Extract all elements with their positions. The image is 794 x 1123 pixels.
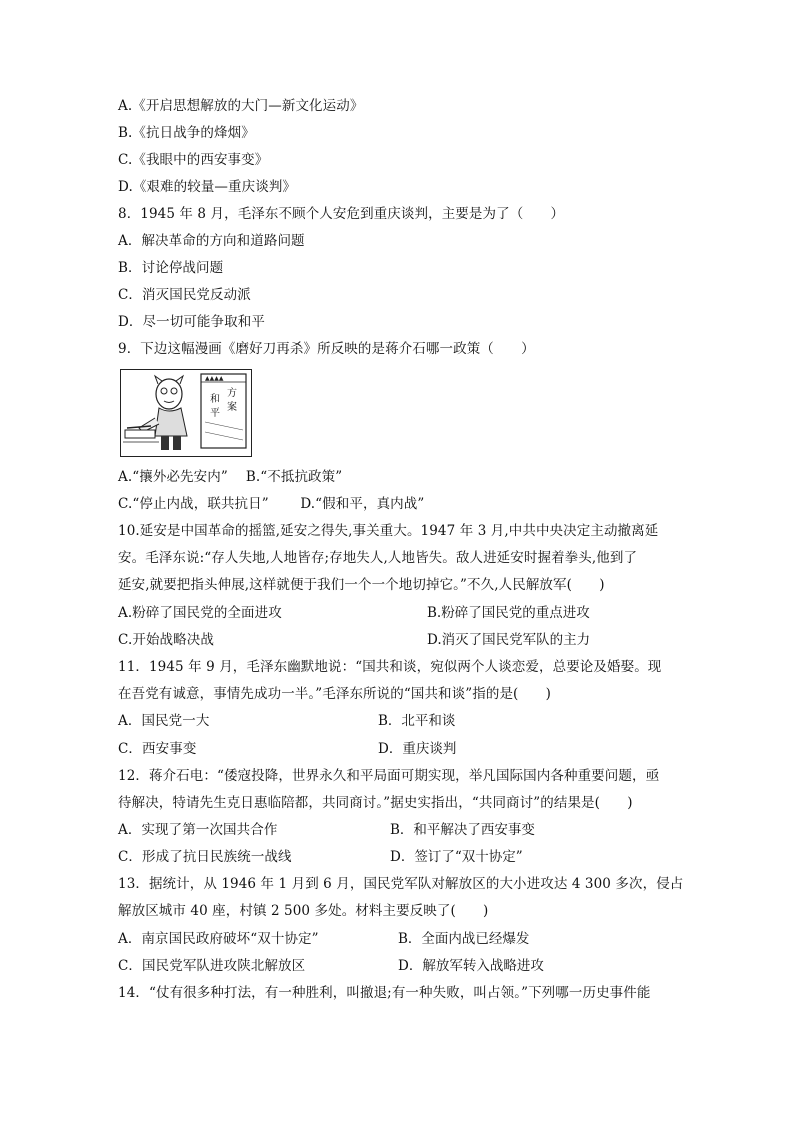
q11-option-c: C．西安事变 bbox=[118, 741, 197, 757]
q12-option-a: A．实现了第一次国共合作 bbox=[118, 822, 278, 838]
q7-option-c: C.《我眼中的西安事变》 bbox=[118, 152, 269, 168]
q13-stem-line-1: 13．据统计，从 1946 年 1 月到 6 月，国民党军队对解放区的大小进攻达 4 300 多次，侵占 bbox=[118, 876, 684, 892]
q8-option-a: A．解决革命的方向和道路问题 bbox=[118, 233, 305, 249]
q10-stem-line-3: 延安,就要把指头伸展,这样就便于我们一个一个地切掉它。”不久,人民解放军( ) bbox=[118, 577, 605, 593]
sign-char-3: 平 bbox=[210, 408, 220, 419]
q13-option-a: A．南京国民政府破坏“双十协定” bbox=[118, 931, 319, 947]
q13-option-d: D．解放军转入战略进攻 bbox=[398, 958, 544, 974]
q8-option-c: C．消灭国民党反动派 bbox=[118, 287, 251, 303]
q13-option-c: C．国民党军队进攻陕北解放区 bbox=[118, 958, 306, 974]
q10-stem-line-1: 10.延安是中国革命的摇篮,延安之得失,事关重大。1947 年 3 月,中共中央决定主动撤离延 bbox=[118, 523, 659, 539]
q11-option-b: B．北平和谈 bbox=[378, 713, 456, 729]
sign-char-1: 和 bbox=[210, 394, 220, 405]
q13-option-b: B．全面内战已经爆发 bbox=[398, 931, 530, 947]
q11-stem-line-2: 在吾党有诚意，事情先成功一半。”毛泽东所说的“国共和谈”指的是( ) bbox=[118, 686, 551, 702]
q10-option-c: C.开始战略决战 bbox=[118, 632, 214, 648]
q7-option-b: B.《抗日战争的烽烟》 bbox=[118, 125, 255, 141]
svg-text:▲▲▲▲: ▲▲▲▲ bbox=[205, 375, 224, 382]
q14-stem: 14．“仗有很多种打法，有一种胜利，叫撤退;有一种失败，叫占领。”下列哪一历史事件能 bbox=[118, 985, 651, 1001]
q13-stem-line-2: 解放区城市 40 座，村镇 2 500 多处。材料主要反映了( ) bbox=[118, 903, 489, 919]
q9-stem: 9．下边这幅漫画《磨好刀再杀》所反映的是蒋介石哪一政策（ ） bbox=[118, 341, 535, 357]
q10-stem-line-2: 安。毛泽东说:“存人失地,人地皆存;存地失人,人地皆失。敌人进延安时握着拳头,他到了 bbox=[118, 550, 638, 566]
q11-stem-line-1: 11．1945 年 9 月，毛泽东幽默地说：“国共和谈，宛似两个人谈恋爱，总要论及婚娶。现 bbox=[118, 659, 662, 675]
q12-option-b: B．和平解决了西安事变 bbox=[390, 822, 535, 838]
q9-options-row-2: C.“停止内战，联共抗日” D.“假和平，真内战” bbox=[118, 496, 425, 512]
q10-option-a: A.粉碎了国民党的全面进攻 bbox=[118, 605, 282, 621]
sign-char-4: 案 bbox=[227, 402, 237, 413]
q8-option-b: B．讨论停战问题 bbox=[118, 260, 224, 276]
q12-stem-line-2: 待解决，特请先生克日惠临陪都，共同商讨。”据史实指出，“共同商讨”的结果是( ) bbox=[118, 795, 633, 811]
q7-option-a: A.《开启思想解放的大门—新文化运动》 bbox=[118, 98, 364, 114]
q10-option-b: B.粉碎了国民党的重点进攻 bbox=[427, 605, 590, 621]
cartoon-image bbox=[120, 369, 252, 457]
q7-option-d: D.《艰难的较量—重庆谈判》 bbox=[118, 179, 297, 195]
q12-option-c: C．形成了抗日民族统一战线 bbox=[118, 849, 292, 865]
q10-option-d: D.消灭了国民党军队的主力 bbox=[427, 632, 591, 648]
q8-stem: 8．1945 年 8 月，毛泽东不顾个人安危到重庆谈判，主要是为了（ ） bbox=[118, 206, 565, 222]
q9-options-row-1: A.“攘外必先安内” B.“不抵抗政策” bbox=[118, 469, 343, 485]
q8-option-d: D．尽一切可能争取和平 bbox=[118, 314, 265, 330]
q12-stem-line-1: 12．蒋介石电：“倭寇投降，世界永久和平局面可期实现，举凡国际国内各种重要问题，亟 bbox=[118, 768, 660, 784]
q11-option-a: A．国民党一大 bbox=[118, 713, 210, 729]
cartoon-drawing bbox=[121, 370, 251, 456]
q11-option-d: D．重庆谈判 bbox=[378, 741, 457, 757]
sign-char-2: 方 bbox=[227, 388, 237, 399]
q12-option-d: D．签订了“双十协定” bbox=[390, 849, 523, 865]
